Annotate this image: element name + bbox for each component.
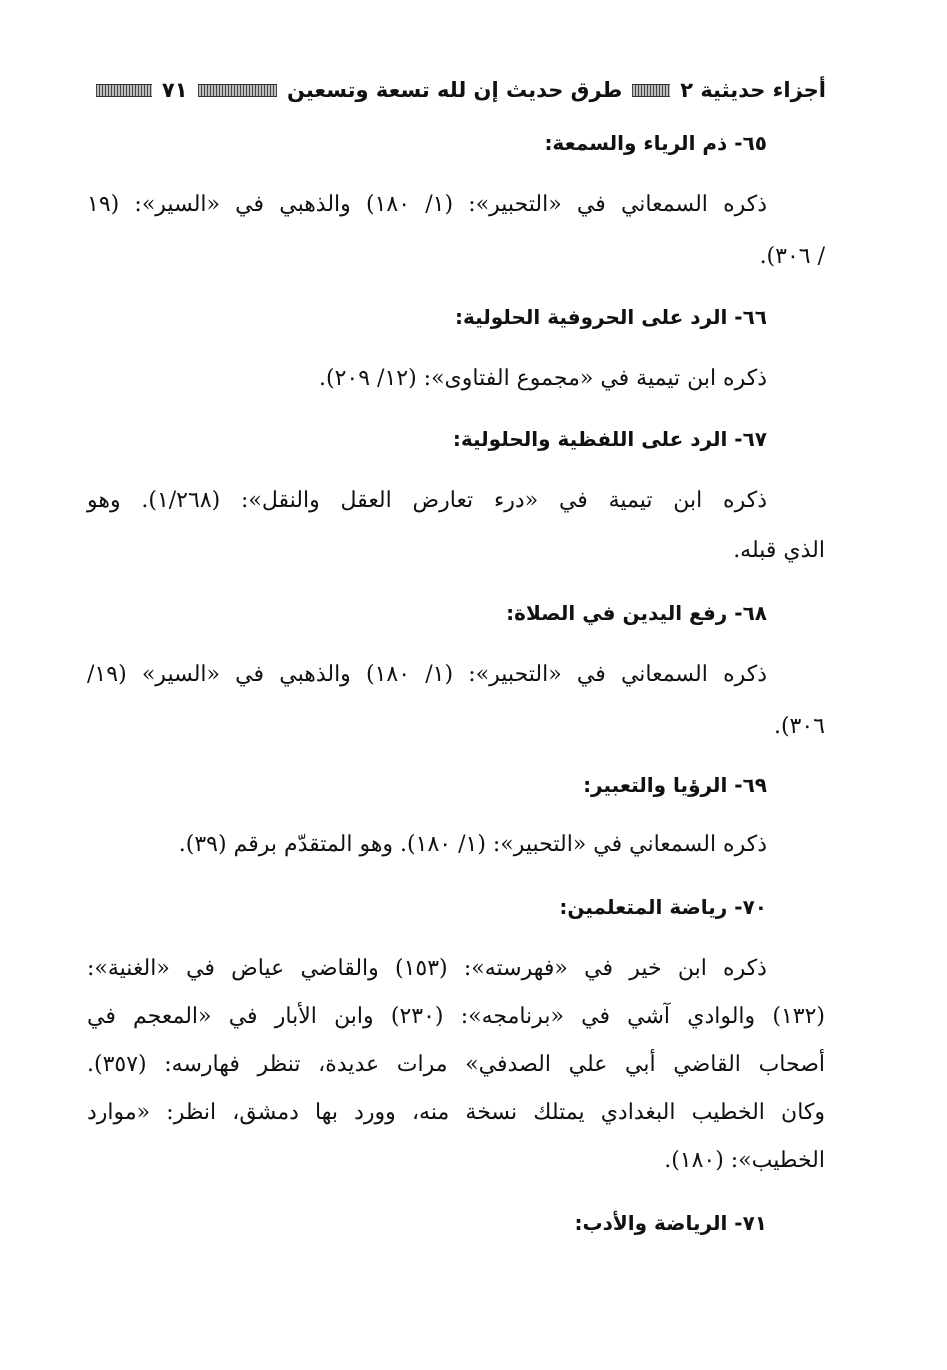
header-book-title: أجزاء حديثية ٢ (680, 78, 826, 102)
entry-text-line: ذكره ابن خير في «فهرسته»: (١٥٣) والقاضي عياض في «الغنية»: (87, 956, 767, 981)
entry-text-line: / ٣٠٦). (759, 244, 825, 269)
running-header (96, 70, 826, 110)
entry-text-line: ذكره السمعاني في «التحبير»: (١/ ١٨٠). وهو المتقدّم برقم (٣٩). (178, 832, 767, 857)
entry-text-line: الخطيب»: (١٨٠). (664, 1148, 825, 1173)
entry-title: ٦٥- ذم الرياء والسمعة: (544, 131, 767, 155)
entry-text-line: أصحاب القاضي أبي علي الصدفي» مرات عديدة، تنظر فهارسه: (٣٥٧). (87, 1052, 825, 1077)
entry-text-line: ٣٠٦). (773, 714, 825, 739)
entry-text-line: وكان الخطيب البغدادي يمتلك نسخة منه، وورد بها دمشق، انظر: «موارد (87, 1100, 825, 1125)
entry-text-line: ذكره ابن تيمية في «مجموع الفتاوى»: (١٢/ ٢٠٩). (319, 366, 767, 391)
entry-text-line: الذي قبله. (733, 538, 825, 563)
page-number: ٧١ (161, 78, 188, 102)
entry-title: ٧١- الرياضة والأدب: (574, 1211, 767, 1235)
entry-title: ٦٦- الرد على الحروفية الحلولية: (454, 305, 767, 329)
entry-text-line: ذكره السمعاني في «التحبير»: (١/ ١٨٠) والذهبي في «السير» (١٩/ (87, 662, 768, 687)
entry-title: ٦٩- الرؤيا والتعبير: (583, 773, 767, 797)
entry-title: ٦٨- رفع اليدين في الصلاة: (506, 601, 767, 625)
entry-text-line: ذكره ابن تيمية في «درء تعارض العقل والنقل»: (١/٢٦٨). وهو (87, 488, 767, 513)
header-divider (632, 84, 670, 97)
header-subtitle: طرق حديث إن لله تسعة وتسعين (286, 78, 623, 102)
entry-text-line: ذكره السمعاني في «التحبير»: (١/ ١٨٠) والذهبي في «السير»: (١٩ (87, 192, 768, 217)
entry-text-line: (١٣٢) والوادي آشي في «برنامجه»: (٢٣٠) وابن الأبار في «المعجم في (87, 1004, 826, 1029)
header-divider (198, 84, 277, 97)
header-divider (96, 84, 152, 97)
entry-title: ٧٠- رياضة المتعلمين: (559, 895, 767, 919)
entry-title: ٦٧- الرد على اللفظية والحلولية: (452, 427, 767, 451)
